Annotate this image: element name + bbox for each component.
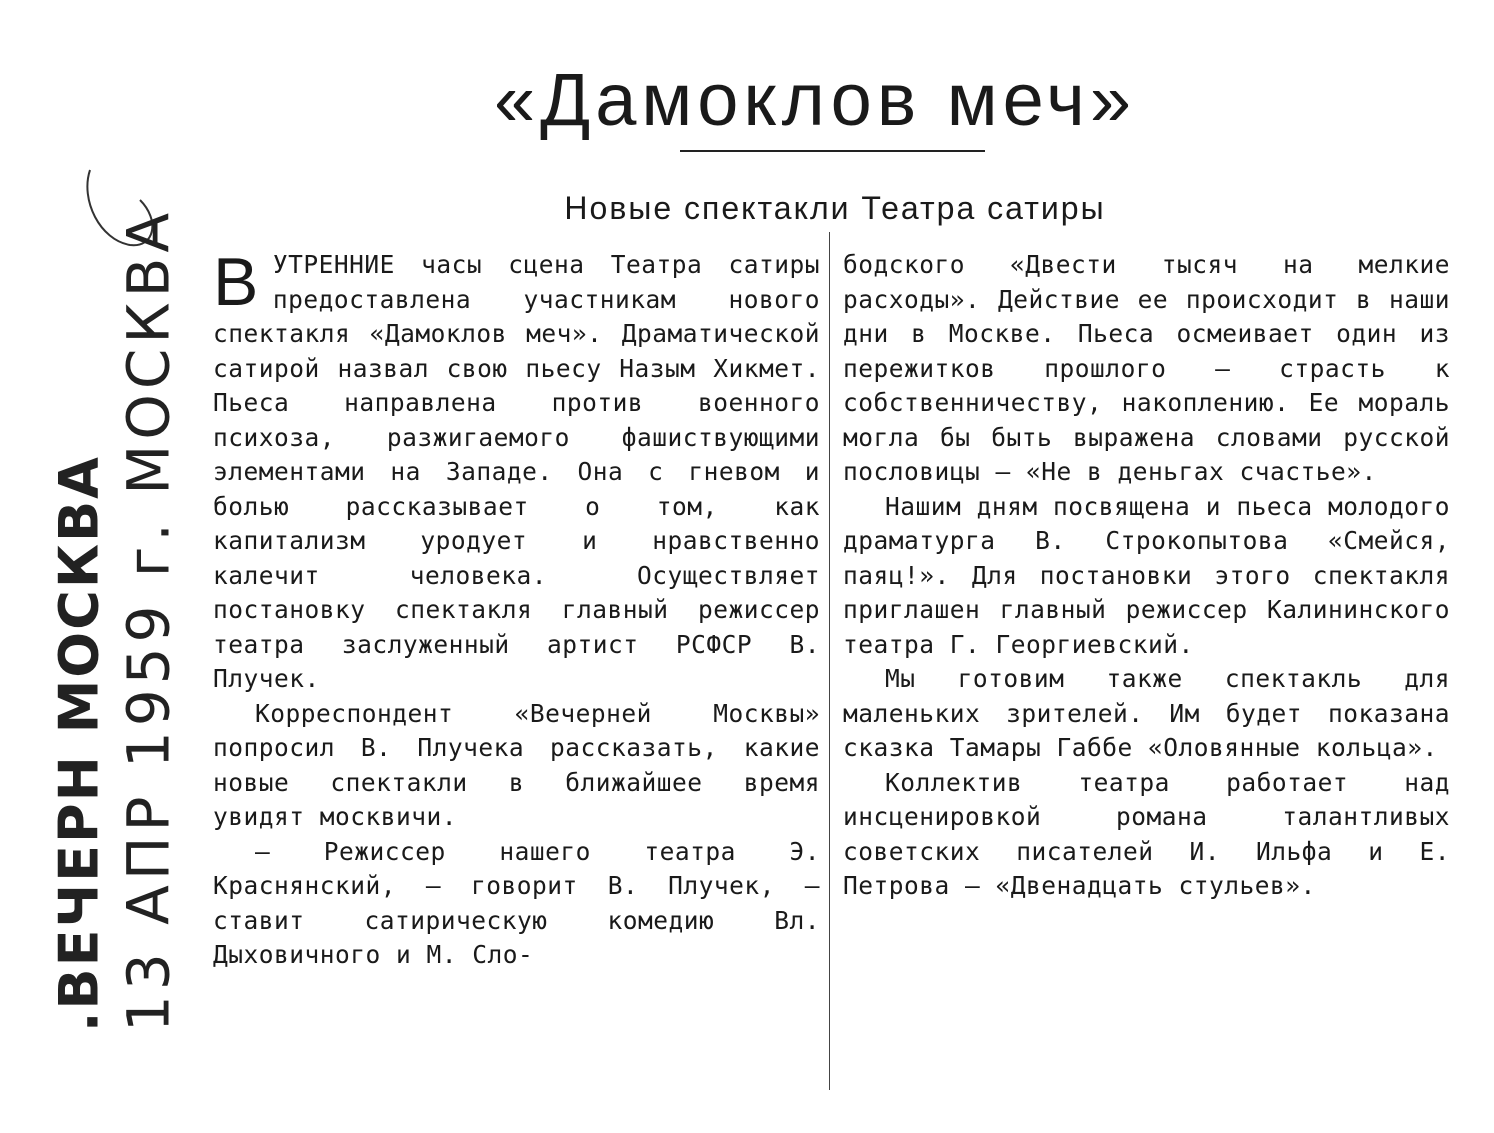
left-column [213,244,820,973]
paragraph: Мы готовим также спектакль для маленьких зрителей. Им будет показана сказка Тамары Габбе «Оловянные кольца». [843,664,1450,762]
paragraph-continued: бодского «Двести тысяч на мелкие расходы». Действие ее происходит в наши дни в Москве. Пьеса осмеивает один из пережитков прошлого — страсть к собственничеству, накоплению. Ее мораль могла бы быть выражена словами русской пословицы — «Не в деньгах счастье». [843,250,1450,486]
paragraph: Коллектив театра работает над инсценировкой романа талантливых советских писателей И. Ильфа и Е. Петрова — «Двенадцать стульев». [843,767,1450,900]
stamp-date-place: 13 АПР 1959 г. МОСКВА [114,207,183,1033]
date-stamp [40,120,190,1100]
article-title: «Дамоклов меч» [494,58,1136,141]
right-column [843,248,1450,904]
paragraph-text: УТРЕННИЕ часы сцена Театра сатиры предоставлена участникам нового спектакля «Дамоклов меч». Драматической сатирой назвал свою пьесу Назым Хикмет. Пьеса направлена против военного психоза, разжигаемого фашиствующими элементами на Западе. Она с гневом и болью рассказывает о том, как капитализм уродует и нравственно калечит человека. Осуществляет постановку спектакля главный режиссер театра заслуженный артист РСФСР В. Плучек. [213,250,820,693]
paragraph: — Режиссер нашего театра Э. Краснянский, — говорит В. Плучек, — ставит сатирическую комедию Вл. Дыховичного и М. Сло- [213,836,820,969]
paragraph [213,244,820,697]
stamp-publication: .ВЕЧЕРН МОСКВА [47,455,111,1033]
article-subtitle: Новые спектакли Театра сатиры [564,190,1106,226]
paragraph: Нашим дням посвящена и пьеса молодого драматурга В. Строкопытова «Смейся, паяц!». Для постановки этого спектакля приглашен главный режиссер Калининского театра Г. Георгиевский. [843,491,1450,659]
title-rule [680,150,985,152]
column-divider [829,232,830,1090]
paragraph: Корреспондент «Вечерней Москвы» попросил В. Плучека рассказать, какие новые спектакли в ближайшее время увидят москвичи. [213,698,820,831]
drop-cap: В [213,244,259,320]
